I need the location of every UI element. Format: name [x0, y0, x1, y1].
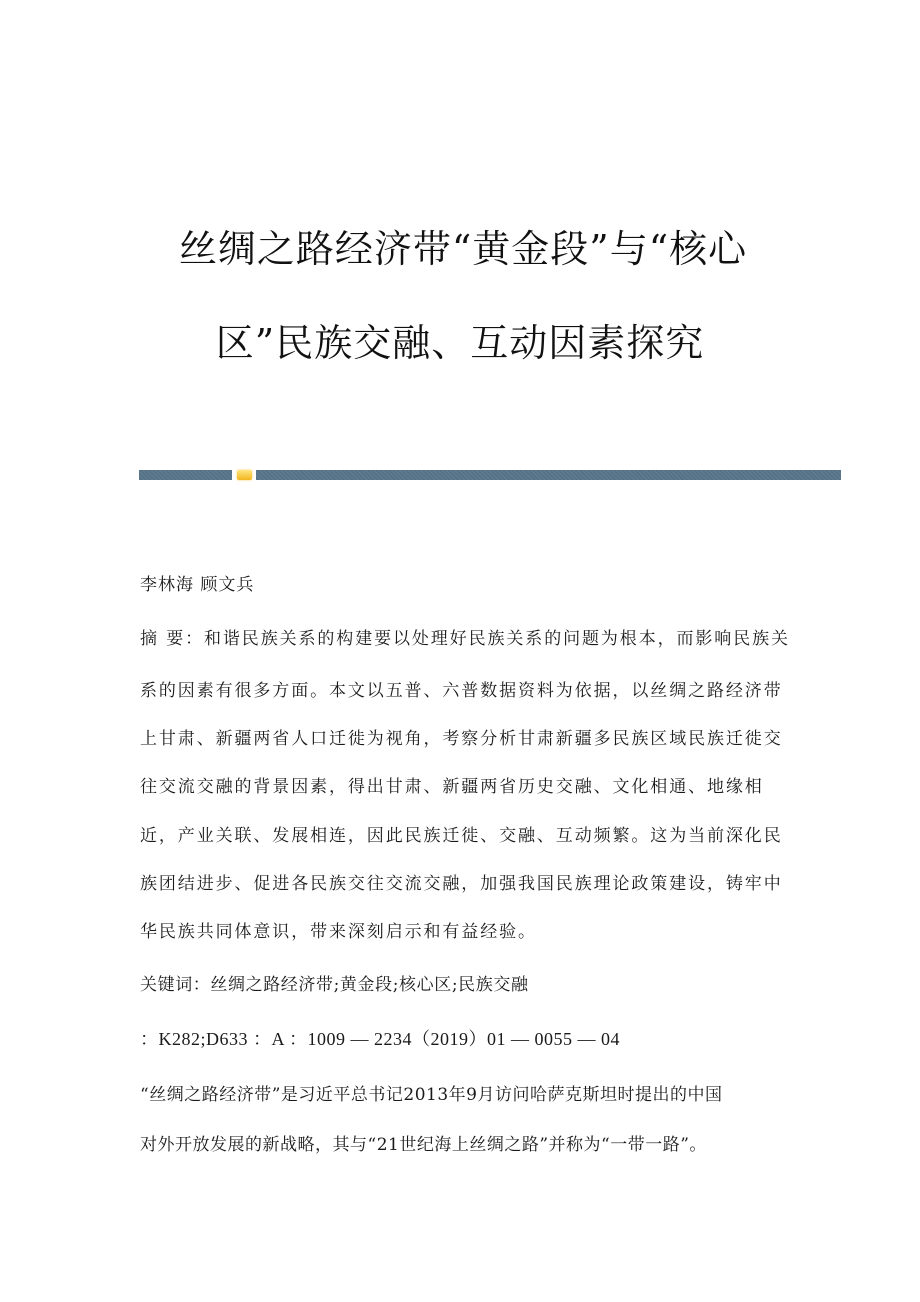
title-line-2: 区”民族交融、互动因素探究	[215, 321, 705, 365]
divider-bar-left	[139, 470, 232, 480]
title-line-1: 丝绸之路经济带“黄金段”与“核心	[178, 227, 748, 271]
abstract-line: 族团结进步、促进各民族交往交流交融，加强我国民族理论政策建设，铸牢中	[140, 874, 783, 894]
abstract-line: 近，产业关联、发展相连，因此民族迁徙、交融、互动频繁。这为当前深化民	[140, 826, 783, 846]
body-line: “丝绸之路经济带”是习近平总书记2013年9月访问哈萨克斯坦时提出的中国	[140, 1085, 723, 1105]
abstract-line: 上甘肃、新疆两省人口迁徙为视角，考察分析甘肃新疆多民族区域民族迁徙交	[140, 729, 783, 749]
abstract-line: 往交流交融的背景因素，得出甘肃、新疆两省历史交融、文化相通、地缘相	[140, 777, 764, 797]
authors: 李林海 顾文兵	[140, 575, 255, 595]
classification-info: ：K282;D633 ：A ：1009 — 2234（2019）01 — 0055 — 04	[140, 1029, 621, 1049]
abstract-line: 摘 要：和谐民族关系的构建要以处理好民族关系的问题为根本，而影响民族关	[140, 629, 790, 649]
title-divider	[139, 470, 841, 481]
divider-ornament-icon	[237, 470, 252, 480]
body-line: 对外开放发展的新战略，其与“21世纪海上丝绸之路”并称为“一带一路”。	[140, 1135, 707, 1155]
keywords: 关键词：丝绸之路经济带;黄金段;核心区;民族交融	[140, 975, 529, 995]
abstract-line: 系的因素有很多方面。本文以五普、六普数据资料为依据，以丝绸之路经济带	[140, 681, 783, 701]
abstract-line: 华民族共同体意识，带来深刻启示和有益经验。	[140, 922, 537, 942]
divider-bar-right	[256, 470, 841, 480]
